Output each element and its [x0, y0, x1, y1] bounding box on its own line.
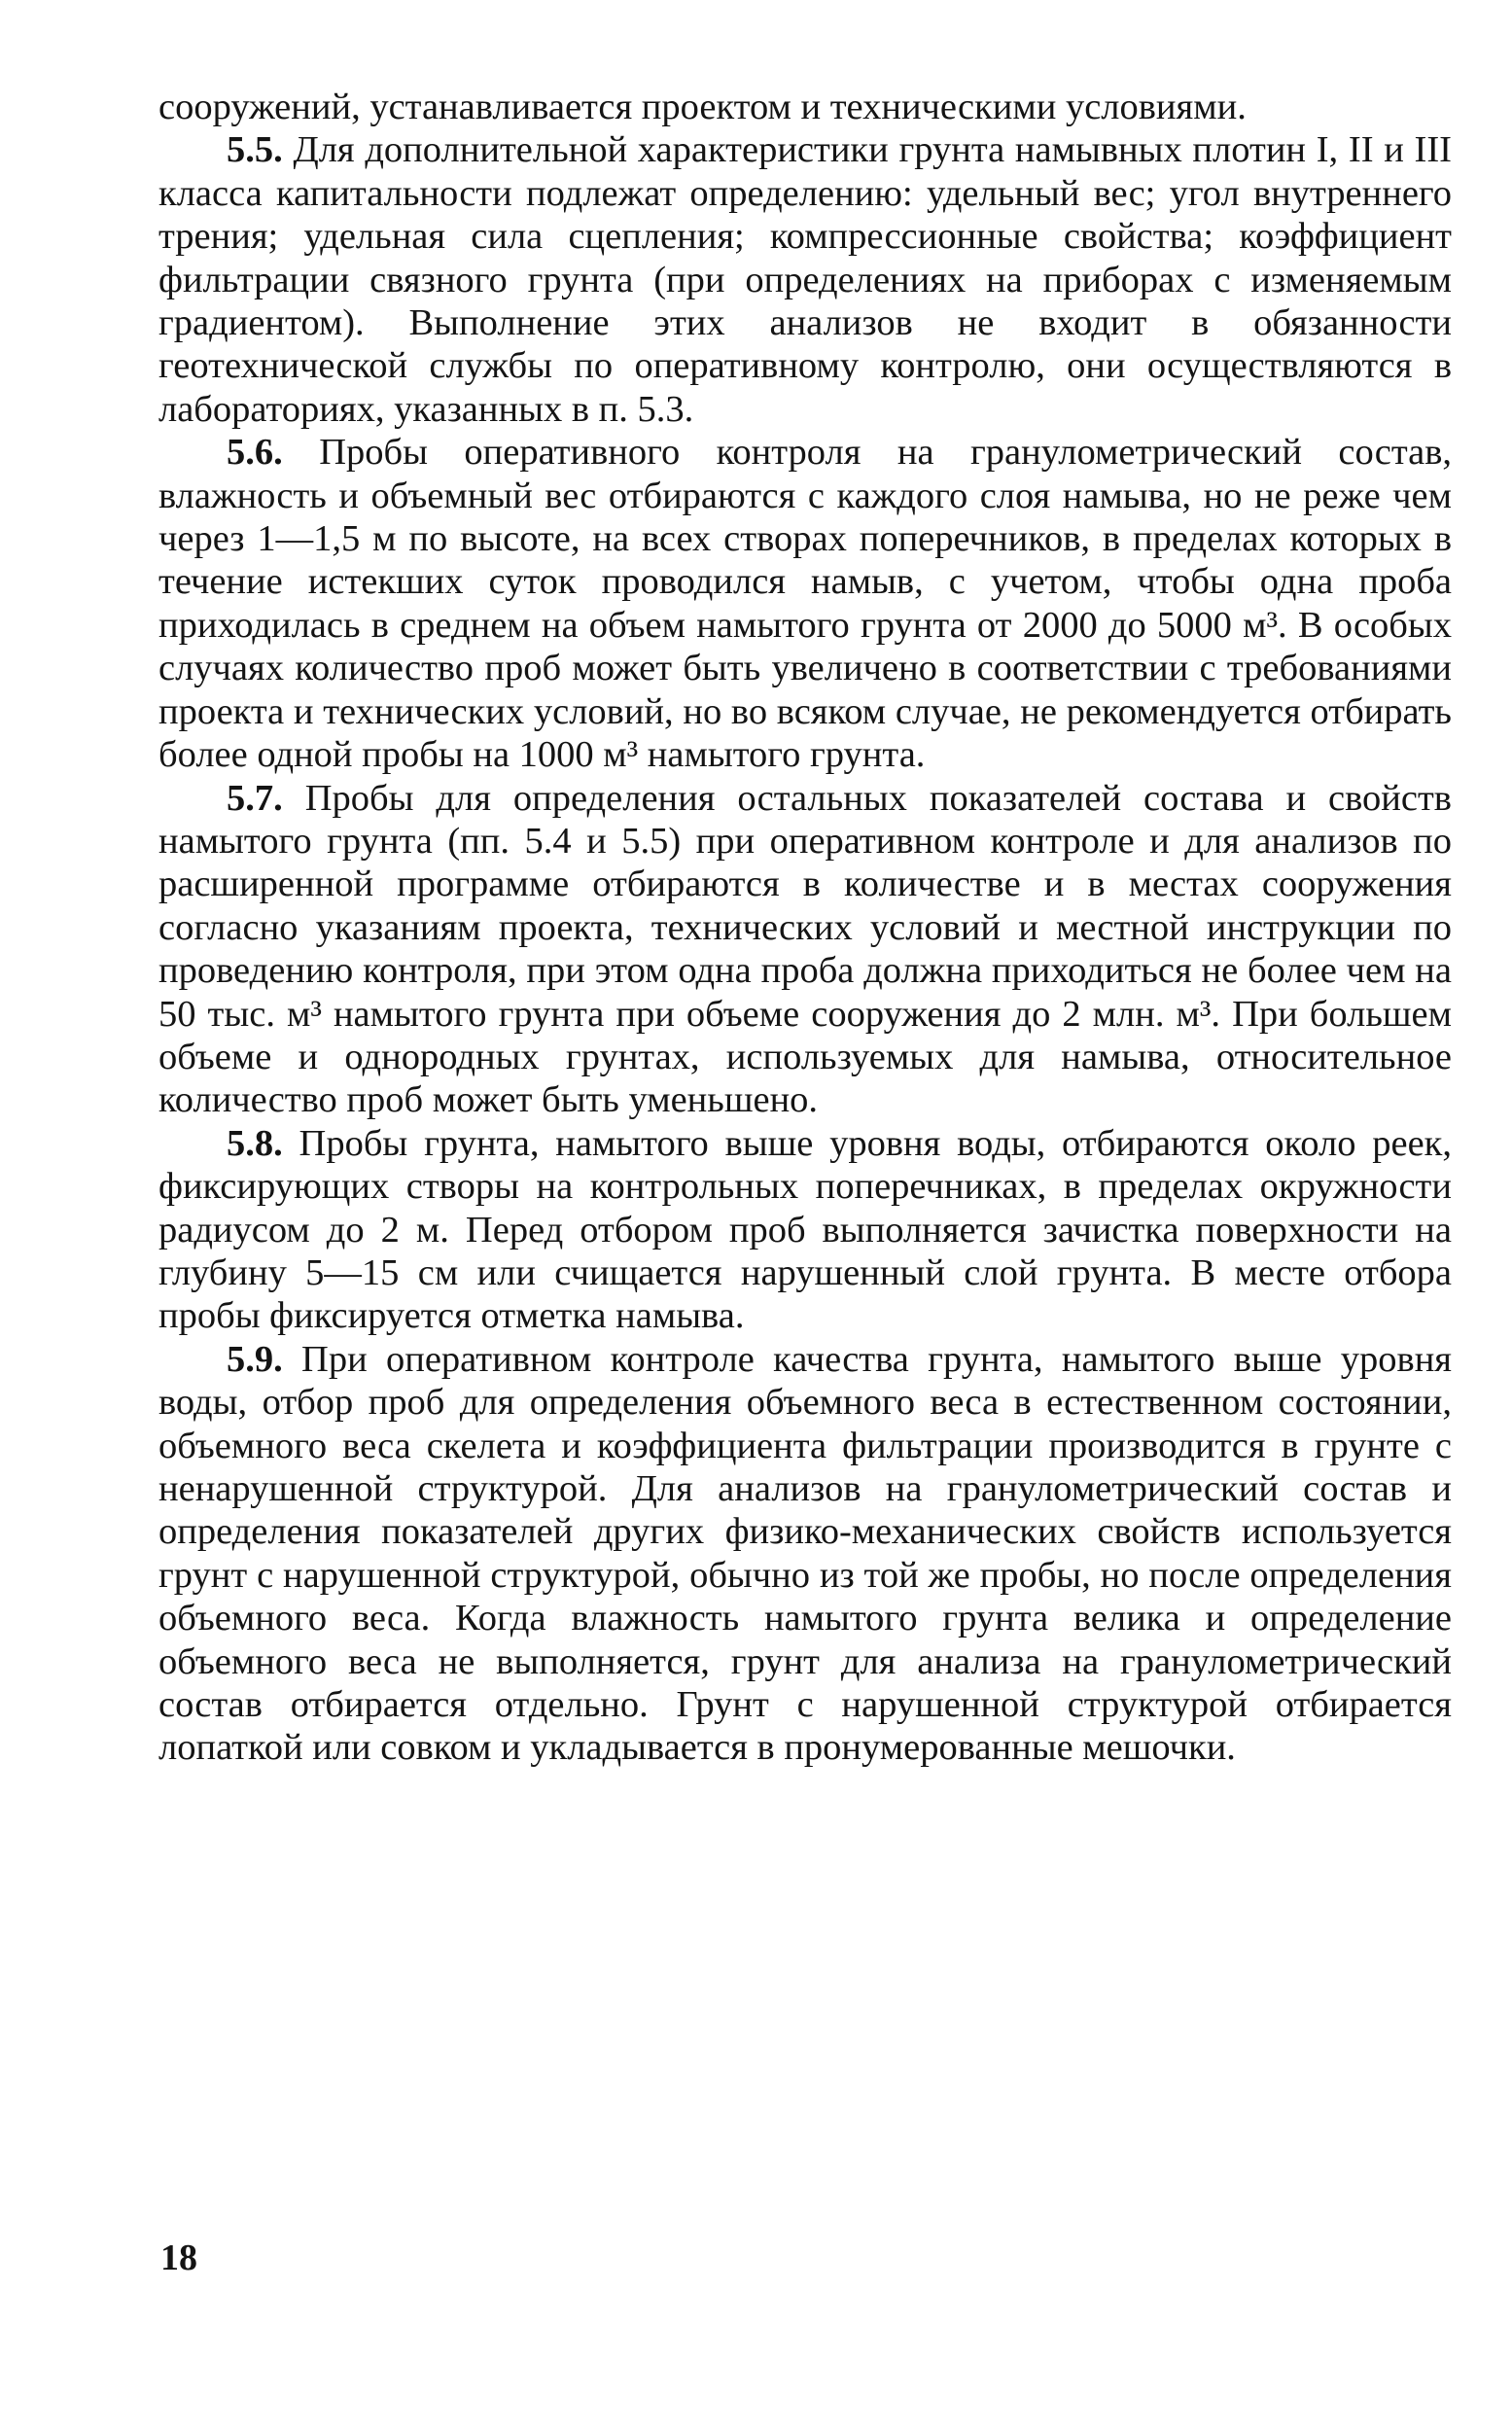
paragraph-text: Для дополнительной характеристики грунта намывных плотин I, II и III класса капитальности подлежат определению: удельный вес; угол внутреннего трения; удельная сила сцепления; компрессионные свойства; коэффициент фильтрации связного грунта (при определениях на приборах с изменяемым градиентом). Выполнение этих анализов не входит в обязанности геотехнической службы по оперативному контролю, они осуществляются в лабораториях, указанных в п. 5.3. [158, 129, 1452, 430]
paragraph-text: сооружений, устанавливается проектом и техническими условиями. [158, 87, 1247, 127]
paragraph-5-5 [158, 128, 1452, 431]
paragraph-5-8 [158, 1122, 1452, 1338]
page-body [158, 86, 1452, 1770]
paragraph-number: 5.6. [227, 432, 283, 474]
paragraph-number: 5.9. [227, 1338, 283, 1380]
paragraph-5-7 [158, 777, 1452, 1122]
paragraph-text: Пробы грунта, намытого выше уровня воды, отбираются около реек, фиксирующих створы на контрольных поперечниках, в пределах окружности радиусом до 2 м. Перед отбором проб выполняется зачистка поверхности на глубину 5—15 см или счищается нарушенный слой грунта. В месте отбора пробы фиксируется отметка намыва. [158, 1122, 1452, 1337]
page-number: 18 [160, 2237, 197, 2278]
paragraph-text: Пробы оперативного контроля на гранулометрический состав, влажность и объемный вес отбираются с каждого слоя намыва, но не реже чем через 1—1,5 м по высоте, на всех створах поперечников, в пределах которых в течение истекших суток проводился намыв, с учетом, чтобы одна проба приходилась в среднем на объем намытого грунта от 2000 до 5000 м³. В особых случаях количество проб может быть увеличено в соответствии с требованиями проекта и технических условий, но во всяком случае, не рекомендуется отбирать более одной пробы на 1000 м³ намытого грунта. [158, 432, 1452, 776]
paragraph-text: При оперативном контроле качества грунта, намытого выше уровня воды, отбор проб для определения объемного веса в естественном состоянии, объемного веса скелета и коэффициента фильтрации производится в грунте с ненарушенной структурой. Для анализов на гранулометрический состав и определения показателей других физико-механических свойств используется грунт с нарушенной структурой, обычно из той же пробы, но после определения объемного веса. Когда влажность намытого грунта велика и определение объемного веса не выполняется, грунт для анализа на гранулометрический состав отбирается отдельно. Грунт с нарушенной структурой отбирается лопаткой или совком и укладывается в пронумерованные мешочки. [158, 1338, 1453, 1769]
paragraph-5-6 [158, 431, 1452, 776]
paragraph-text: Пробы для определения остальных показателей состава и свойств намытого грунта (пп. 5.4 и 5.5) при оперативном контроле и для анализов по расширенной программе отбираются в количестве и в местах сооружения согласно указаниям проекта, технических условий и местной инструкции по проведению контроля, при этом одна проба должна приходиться не более чем на 50 тыс. м³ намытого грунта при объеме сооружения до 2 млн. м³. При большем объеме и однородных грунтах, используемых для намыва, относительное количество проб может быть уменьшено. [158, 777, 1452, 1121]
paragraph-number: 5.7. [227, 777, 283, 819]
paragraph-continuation [158, 86, 1452, 128]
paragraph-number: 5.8. [227, 1122, 283, 1164]
paragraph-number: 5.5. [227, 129, 283, 171]
paragraph-5-9 [158, 1338, 1452, 1770]
